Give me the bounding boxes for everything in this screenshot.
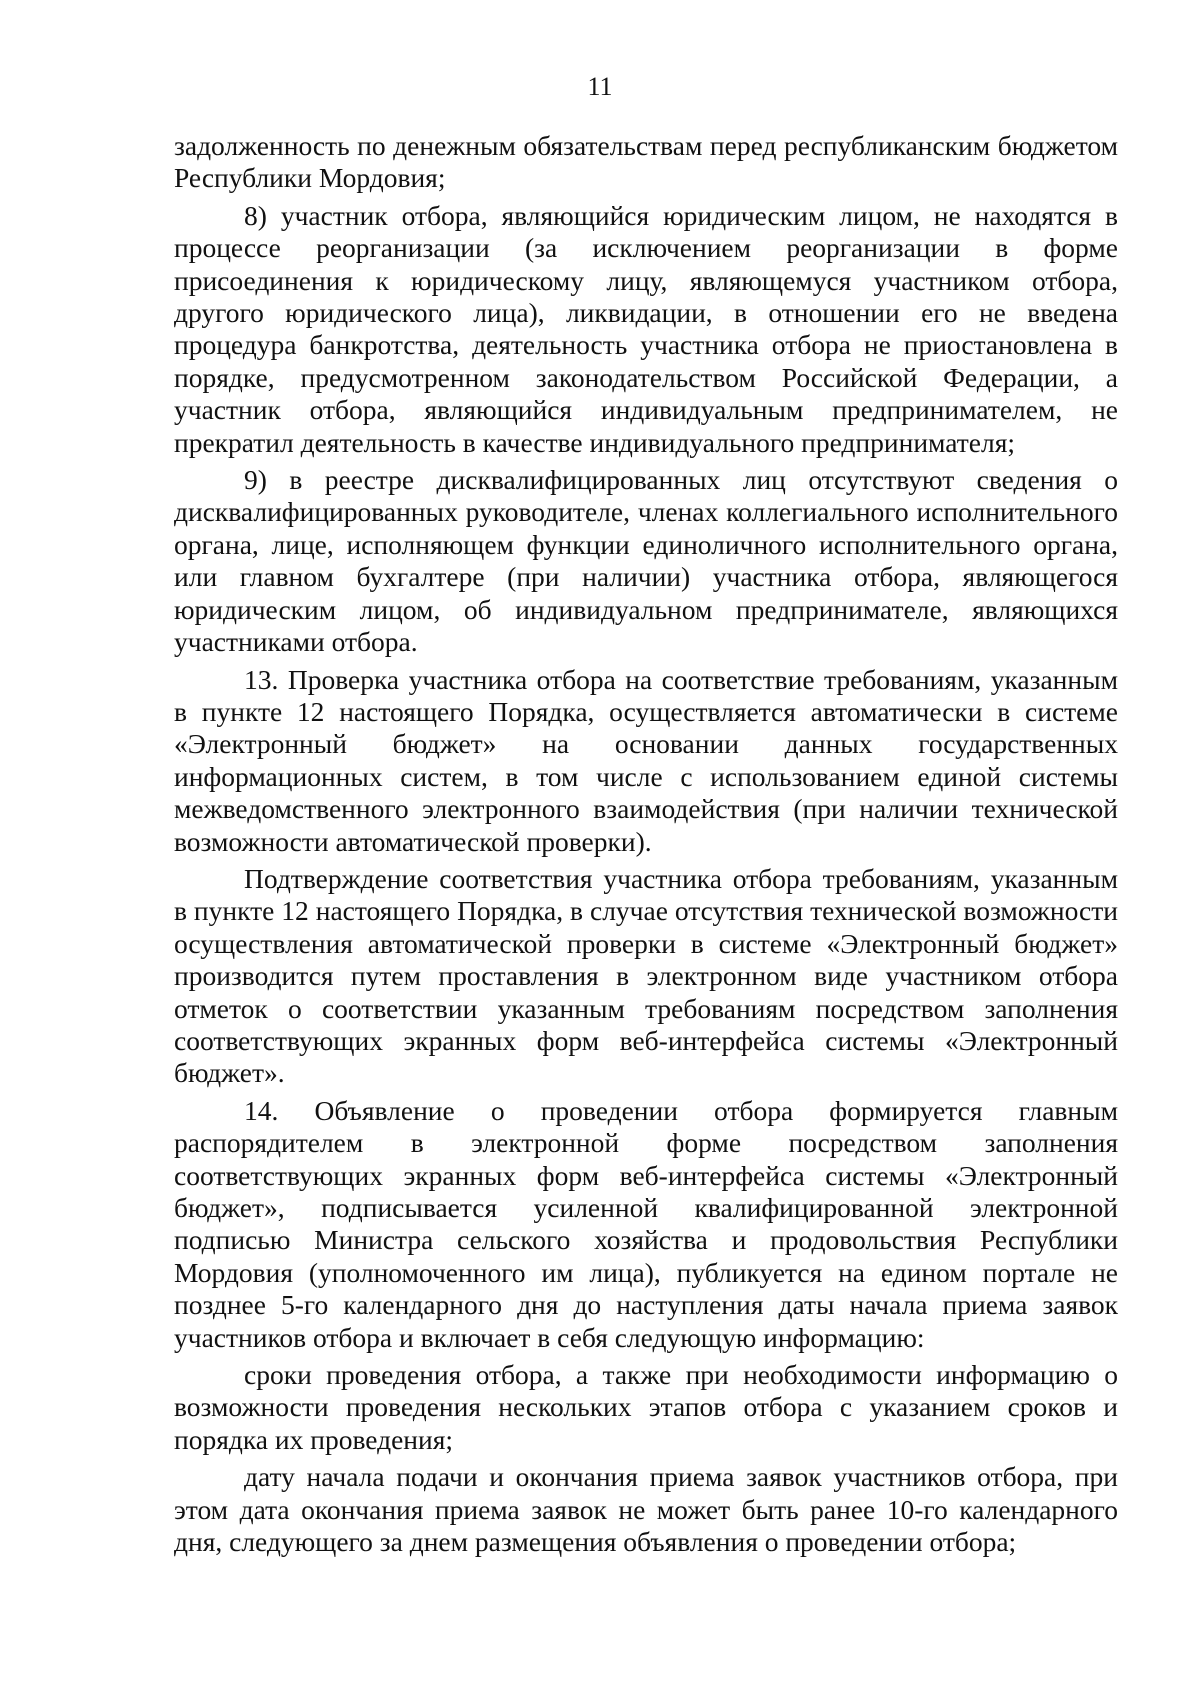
paragraph-item-8: 8) участник отбора, являющийся юридическим лицом, не находятся в процессе реорганизации (за исключением реорганизации в форме присоединения к юридическому лицу, являющемуся участником отбора, другого юридического лица), ликвидации, в отношении его не введена процедура банкротства, деятельность участника отбора не приостановлена в порядке, предусмотренном законодательством Российской Федерации, а участник отбора, являющийся индивидуальным предпринимателем, не прекратил деятельность в качестве индивидуального предпринимателя; bbox=[174, 199, 1118, 458]
paragraph-section-13: 13. Проверка участника отбора на соответствие требованиям, указанным в пункте 12 настоящего Порядка, осуществляется автоматически в системе «Электронный бюджет» на основании данных государственных информационных систем, в том числе с использованием единой системы межведомственного электронного взаимодействия (при наличии технической возможности автоматической проверки). bbox=[174, 663, 1118, 857]
page-number: 11 bbox=[587, 72, 613, 101]
paragraph-item-9: 9) в реестре дисквалифицированных лиц отсутствуют сведения о дисквалифицированных руководителе, членах коллегиального исполнительного органа, лице, исполняющем функции единоличного исполнительного органа, или главном бухгалтере (при наличии) участника отбора, являющегося юридическим лицом, об индивидуальном предпринимателе, являющихся участниками отбора. bbox=[174, 464, 1118, 658]
paragraph-section-14: 14. Объявление о проведении отбора формируется главным распорядителем в электронной форме посредством заполнения соответствующих экранных форм веб-интерфейса системы «Электронный бюджет», подписывается усиленной квалифицированной электронной подписью Министра сельского хозяйства и продовольствия Республики Мордовия (уполномоченного им лица), публикуется на едином портале не позднее 5-го календарного дня до наступления даты начала приема заявок участников отбора и включает в себя следующую информацию: bbox=[174, 1094, 1118, 1353]
paragraph-debt-continuation: задолженность по денежным обязательствам перед республиканским бюджетом Республики Мордовия; bbox=[174, 130, 1118, 194]
paragraph-confirmation: Подтверждение соответствия участника отбора требованиям, указанным в пункте 12 настоящего Порядка, в случае отсутствия технической возможности осуществления автоматической проверки в системе «Электронный бюджет» производится путем проставления в электронном виде участником отбора отметок о соответствии указанным требованиям посредством заполнения соответствующих экранных форм веб-интерфейса системы «Электронный бюджет». bbox=[174, 862, 1118, 1089]
document-body bbox=[174, 130, 1118, 1558]
paragraph-selection-dates: сроки проведения отбора, а также при необходимости информацию о возможности проведения нескольких этапов отбора с указанием сроков и порядка их проведения; bbox=[174, 1359, 1118, 1455]
paragraph-application-dates: дату начала подачи и окончания приема заявок участников отбора, при этом дата окончания приема заявок не может быть ранее 10-го календарного дня, следующего за днем размещения объявления о проведении отбора; bbox=[174, 1461, 1118, 1558]
